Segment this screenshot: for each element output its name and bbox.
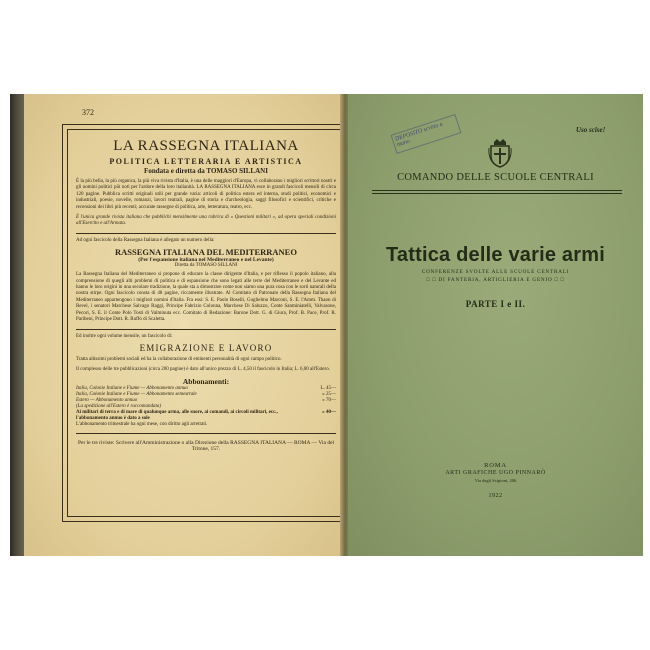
- subscription-row: Italia, Colonie Italiane e Fiume — Abbonamento semestrale » 25—: [76, 391, 336, 397]
- divider: [76, 329, 336, 330]
- subscription-row: Italia, Colonie Italiane e Fiume — Abbonamento annuo L. 45—: [76, 385, 336, 391]
- book-edge: [10, 94, 24, 556]
- ad-founder: Fondata e diretta da TOMASO SILLANI: [144, 167, 268, 175]
- divider: [76, 433, 336, 434]
- imprint-address: Via degli Scipioni, 206: [474, 478, 517, 483]
- subscription-row: Ai militari di terra e di mare di qualunque arma, alle suore, ai comandi, ai circoli militari, ecc., l'abbonamento annuo è dato a sole » 40—: [76, 409, 336, 421]
- subscriptions-title: Abbonamenti:: [182, 376, 230, 386]
- ad-intro-2: È l'unica grande rivista italiana che pubblichi mensilmente una rubrica di « Questioni militari », ad opera speciali condizioni all'Esercito e all'Armata.: [76, 215, 336, 227]
- annex-title: RASSEGNA ITALIANA DEL MEDITERRANEO: [115, 247, 297, 258]
- advertisement-frame: [62, 124, 350, 522]
- contact-notice: Per le tre riviste: Scrivere all'Amministrazione o alla Direzione della RASSEGNA ITALIANA — ROMA — Via del Tritone, 157.: [77, 439, 335, 453]
- annex-director: Diretta da TOMASO SILLANI: [174, 263, 238, 269]
- advertisement-inner: [67, 129, 345, 517]
- library-stamp: [391, 114, 462, 154]
- ad-title: LA RASSEGNA ITALIANA: [113, 138, 299, 154]
- price-text: Il complesso delle tre pubblicazioni (circa 200 pagine) è dato all'unico prezzo di L. 4,50 il fascicolo in Italia; L. 6,00 all'Estero.: [76, 367, 330, 373]
- subscription-row: Estero — Abbonamento annuo » 70—: [76, 397, 336, 403]
- cover-header: COMANDO DELLE SCUOLE CENTRALI: [397, 172, 594, 183]
- handwritten-badge: Uso scise!: [576, 126, 606, 134]
- imprint-year: 1922: [488, 493, 503, 499]
- imprint-publisher: ARTI GRAFICHE UGO PINNARÒ: [445, 470, 546, 476]
- subscriptions-list: [76, 386, 336, 428]
- mediterraneo-text: La Rassegna Italiana del Mediterraneo si propone di educare la classe dirigente d'Italia, e per riflesso il popolo italiano, alla comprensione di quegli alti problemi di politica e di espansione che sono legati alle terre del Mediterraneo e del Levante ed hanno le loro origini in una secolare tradizione, la quale sta a dimostrare come non siamo una pura cosa con le sorti naturali della nostra stirpe. Ogni fascicolo consta di 48 pagine, riccamente illustrate. Al Comitato di Patronato della Rassegna Italiana del Mediterraneo appartengono i migliori nomini d'Italia. Fra essi: S. E. Paolo Boselli, Guglielmo Marconi, S. E. l'Amm. Thaon di Revel, i senatori Marchese Salvago Raggi, Principe Fabrizio Colonna, Marchese Di Saluzzo, Conte Sanminiatelli, Valvasone, Pecori, S. E. il Conte Polo Tosti di Valminuta ecc. Comitato di Redazione: Barone Dott. G. di Giura, Prof. B. Pace, Prof. R. Paribeni, Principe Dott. R. Ruffo di Scaletta.: [76, 272, 336, 323]
- right-page-cover: [348, 94, 643, 556]
- left-page: [24, 94, 342, 556]
- ad-subtitle: POLITICA LETTERARIA E ARTISTICA: [109, 157, 303, 166]
- cover-part: PARTE I e II.: [465, 299, 526, 309]
- subscription-row: (La spedizione all'Estero è raccomandata): [76, 403, 162, 409]
- header-rule: [372, 190, 622, 191]
- divider: [76, 233, 336, 234]
- annex-line: Ad ogni fascicolo della Rassegna Italiana è allegato un numero della:: [76, 237, 215, 243]
- emigrazione-text: Tratta altissimi problemi sociali ed ha la collaborazione di eminenti personalità di ogni campo politico.: [76, 356, 282, 362]
- header-rule: [372, 193, 622, 194]
- imprint-city: ROMA: [484, 462, 507, 469]
- cover-title: Tattica delle varie armi: [386, 244, 605, 266]
- subscription-row: L'abbonamento trimestrale ha ogni mese, con diritto agli arretrati.: [76, 421, 208, 427]
- ad-intro: È la più bella, la più organica, la più viva rivista d'Italia, è una delle maggiori d'Europa, vi collaborano i migliori scrittori nostri e gli uomini politici più noti per l'ardore della loro italianità. LA RASSEGNA ITALIANA esce in grandi fascicoli mensili di circa 120 pagine. Pubblica scritti originali utili per grande varia: articoli di politica estera ed interna, studi politici, economici e industriali, poesie, novelle, romanzi, lavori teatrali, pagine di storia e d'archeologia, saggi filosofici e scientifici, critiche e recensioni dei libri più recenti; accurate rassegne di politica, arte, letteratura, teatro, ecc.: [76, 179, 336, 210]
- stamp-text: DEPOSITO scritto a mano: [394, 121, 444, 149]
- royal-crest-icon: [488, 138, 512, 168]
- book-spread: [10, 94, 643, 556]
- cover-subtitle-2: □ □ DI FANTERIA, ARTIGLIERIA E GENIO □ □: [426, 277, 565, 283]
- cover-subtitle-1: CONFERENZE SVOLTE ALLE SCUOLE CENTRALI: [421, 269, 570, 275]
- page-number: 372: [82, 108, 94, 117]
- emigrazione-title: EMIGRAZIONE E LAVORO: [139, 342, 273, 353]
- also-with: Ed inoltre ogni volume mensile, un fascicolo di:: [76, 333, 173, 339]
- annex-subtitle: (Per l'espansione italiana nel Mediterraneo e nel Levante): [138, 257, 274, 264]
